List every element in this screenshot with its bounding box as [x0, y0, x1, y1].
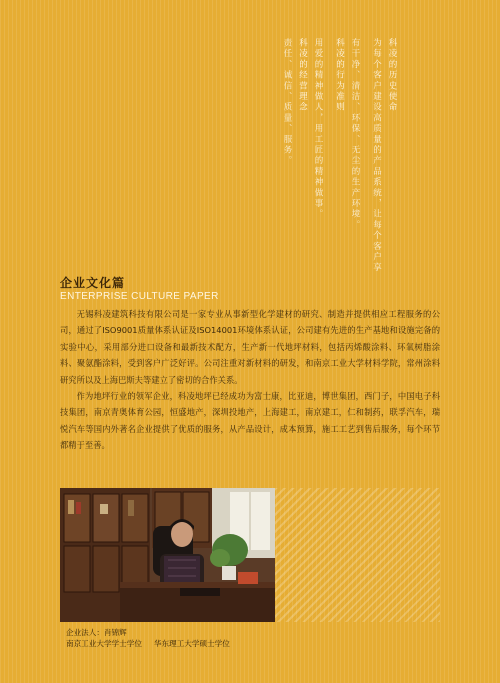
section-title: 企业文化篇 [60, 276, 126, 290]
vertical-heading-mission: 科凌的历史使命 [387, 38, 397, 113]
vertical-text-mission-1: 为每个客户建设高质量的产品系统，让每个客户享 [371, 38, 382, 274]
caption-degrees [66, 638, 366, 649]
vertical-text-mission-2: 有干净、清洁、环保、无尘的生产环境。 [350, 38, 360, 231]
caption-legal-person: 企业法人：肖锦辉 [66, 628, 127, 637]
section-subtitle: ENTERPRISE CULTURE PAPER [60, 291, 219, 302]
caption-degree-2: 华东理工大学硕士学位 [153, 639, 230, 648]
office-photo [60, 488, 275, 622]
vertical-text-conduct: 用爱的精神做人，用工匠的精神做事。 [313, 38, 323, 220]
caption-degree-1: 南京工业大学学士学位 [66, 639, 142, 648]
vertical-heading-philosophy: 科凌的经营理念 [297, 38, 308, 113]
vertical-heading-conduct: 科凌的行为准则 [334, 38, 345, 113]
decorative-stripe-panel [275, 488, 440, 622]
vertical-culture-text [283, 38, 397, 273]
body-paragraph-2: 作为地坪行业的领军企业，科凌地坪已经成功为富士康，比亚迪，博世集团，西门子，中国电子科技集团，南京青奥体育公园，恒盛地产，深圳投地产，上海建工，南京建工，仁和制药，联孚汽车，瑞悦汽车等国内外著名企业提供了优质的服务，从产品设计，成本预算，施工工艺到售后服务，每个环节都精于至善。 [60, 391, 440, 451]
vertical-text-philosophy: 责任、诚信、质量、服务。 [282, 38, 292, 167]
body-paragraph-1: 无锡科凌建筑科技有限公司是一家专业从事新型化学建材的研究、制造并提供相应工程服务的公司，通过了ISO9001质量体系认证及ISO14001环境体系认证，公司建有先进的生产基地和设施完备的实验中心，采用部分进口设备和最新技术配方，生产新一代地坪材料，包括丙烯酸涂料、环氧树脂涂料、聚氨酯涂料，受到客户广泛好评。公司注重对新材料的研发，和南京工业大学材料学院，常州涂料研究所以及上海巴斯夫等建立了密切的合作关系。 [60, 309, 440, 385]
body-text [60, 306, 440, 454]
